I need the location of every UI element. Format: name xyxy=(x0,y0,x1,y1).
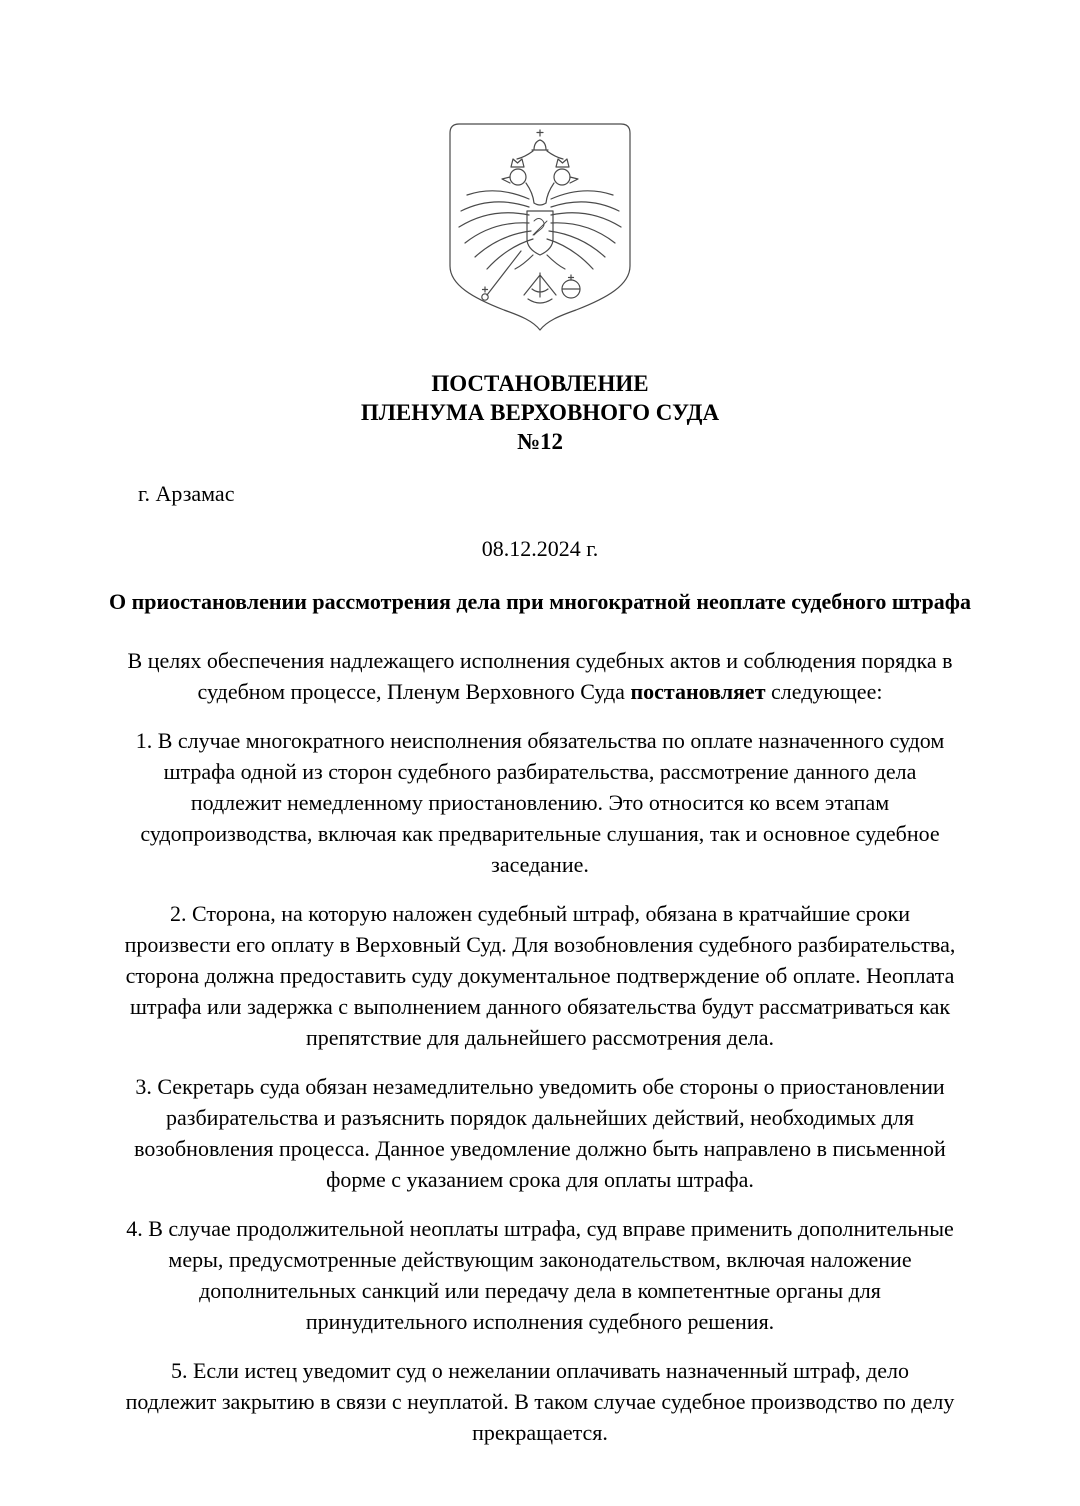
paragraph-5: 5. Если истец уведомит суд о нежелании оплачивать назначенный штраф, дело подлежит закрытию в связи с неуплатой. В таком случае судебное производство по делу прекращается. xyxy=(125,1358,955,1445)
preamble-bold-word: постановляет xyxy=(630,679,766,704)
preamble-text-after: следующее: xyxy=(765,679,883,704)
title-line-2: ПЛЕНУМА ВЕРХОВНОГО СУДА xyxy=(360,400,720,425)
paragraph-4: 4. В случае продолжительной неоплаты штрафа, суд вправе применить дополнительные меры, предусмотренные действующим законодательством, включая наложение дополнительных санкций или передачу дела в компетентные органы для принудительного исполнения судебного решения. xyxy=(126,1216,954,1334)
date-line: 08.12.2024 г. xyxy=(481,536,599,561)
preamble-text-before: В целях обеспечения надлежащего исполнения судебных актов и соблюдения порядка в судебном процессе, Пленум Верховного Суда xyxy=(127,648,953,704)
paragraph-2: 2. Сторона, на которую наложен судебный штраф, обязана в кратчайшие сроки произвести его оплату в Верховный Суд. Для возобновления судебного разбирательства, сторона должна предоставить суду документальное подтверждение об оплате. Неоплата штрафа или задержка с выполнением данного обязательства будут рассматриваться как препятствие для дальнейшего рассмотрения дела. xyxy=(124,901,956,1050)
document-title xyxy=(0,369,1080,456)
shield-outline xyxy=(450,124,630,330)
title-line-3: №12 xyxy=(516,429,564,454)
preamble xyxy=(123,645,957,707)
emblem-container xyxy=(0,0,1080,331)
document-body xyxy=(123,645,957,1448)
title-line-1: ПОСТАНОВЛЕНИЕ xyxy=(431,371,649,396)
russian-coat-of-arms-icon xyxy=(449,123,631,331)
city-line: г. Арзамас xyxy=(138,481,235,506)
subject-heading: О приостановлении рассмотрения дела при многократной неоплате судебного штрафа xyxy=(109,589,971,614)
paragraph-3: 3. Секретарь суда обязан незамедлительно уведомить обе стороны о приостановлении разбирательства и разъяснить порядок дальнейших действий, необходимых для возобновления процесса. Данное уведомление должно быть направлено в письменной форме с указанием срока для оплаты штрафа. xyxy=(134,1074,946,1192)
paragraph-1: 1. В случае многократного неисполнения обязательства по оплате назначенного судом штрафа одной из сторон судебного разбирательства, рассмотрение данного дела подлежит немедленному приостановлению. Это относится ко всем этапам судопроизводства, включая как предварительные слушания, так и основное судебное заседание. xyxy=(135,728,945,877)
